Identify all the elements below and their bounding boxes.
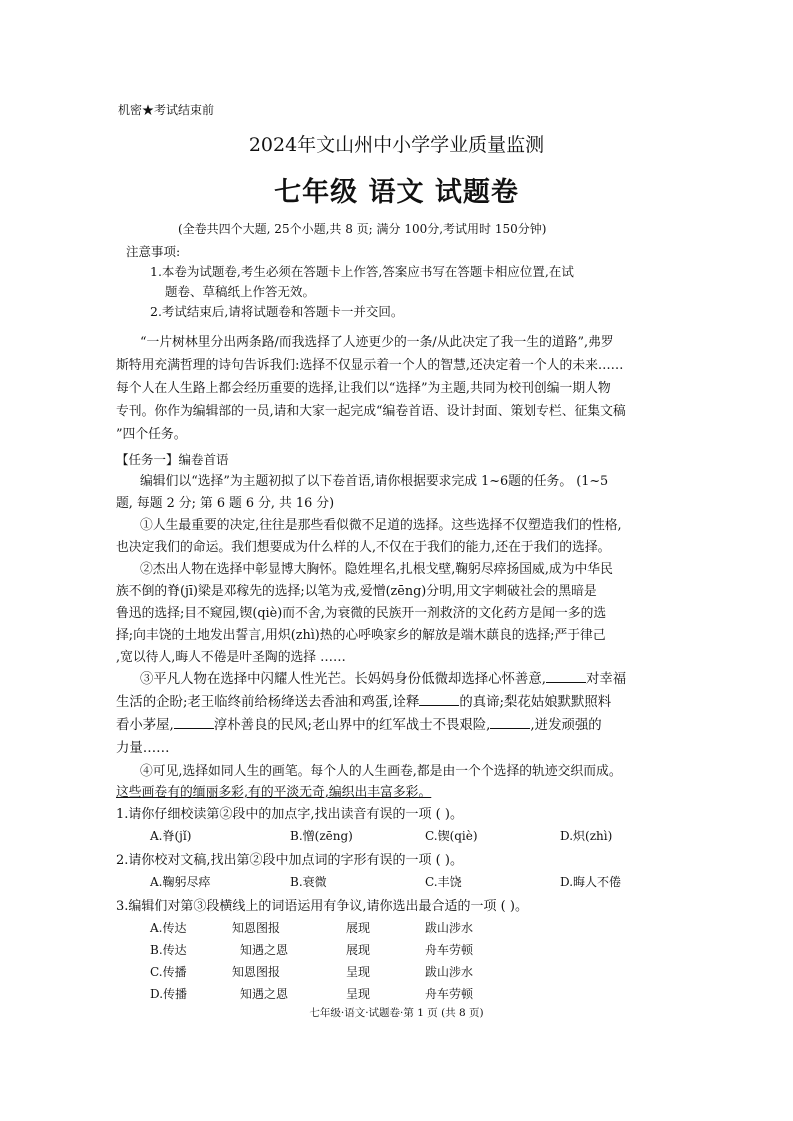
q2-option-a: A.鞠躬尽瘁	[150, 875, 211, 889]
p2-line-1: ②杰出人物在选择中彰显博大胸怀。隐姓埋名,扎根戈壁,鞠躬尽瘁扬国威,成为中华民	[140, 562, 613, 577]
answer-blank-2	[419, 693, 459, 706]
q3-c-word2: 知恩图报	[232, 965, 281, 979]
question-2: 2.请你校对文稿,找出第②段中加点词的字形有误的一项 ( )。	[116, 853, 463, 868]
p1-line-2: 也决定我们的命运。我们想要成为什么样的人,不仅在于我们的能力,还在于我们的选择。	[116, 540, 611, 555]
intro-line-3: 每个人在人生路上都会经历重要的选择,让我们以“选择”为主题,共同为校刊创编一期人物	[116, 381, 611, 396]
notice-heading: 注意事项:	[126, 244, 181, 259]
question-3: 3.编辑们对第③段横线上的词语运用有争议,请你选出最合适的一项 ( )。	[116, 899, 528, 914]
q1-option-b: B.憎(zēng)	[290, 829, 353, 843]
exam-title: 2024年文山州中小学学业质量监测	[248, 134, 545, 156]
q3-a-word1: A.传达	[150, 921, 187, 935]
task1-desc-1: 编辑们以“选择”为主题初拟了以下卷首语,请你根据要求完成 1~6题的任务。 (1~5	[140, 474, 609, 489]
answer-blank-4	[490, 716, 530, 729]
q2-option-b: B.衰微	[290, 875, 327, 889]
p3-line-2-end: 的真谛;梨花姑娘默默照料	[459, 695, 612, 710]
p3-line-3	[116, 714, 602, 733]
q3-a-word2: 知恩图报	[232, 921, 281, 935]
q3-d-word4: 舟车劳顿	[425, 987, 474, 1001]
q2-option-c: C.丰饶	[425, 875, 462, 889]
q3-d-word1: D.传播	[150, 987, 188, 1001]
q3-b-word4: 舟车劳顿	[425, 943, 474, 957]
task1-heading: 【任务一】编卷首语	[116, 452, 229, 467]
p3-line-4: 力量……	[116, 741, 170, 756]
notice-item-1: 1.本卷为试题卷,考生必须在答题卡上作答,答案应书写在答题卡相应位置,在试	[150, 264, 574, 279]
q3-c-word1: C.传播	[150, 965, 187, 979]
p3-line-3-mid: 淳朴善良的民风;老山界中的红军战士不畏艰险,	[213, 718, 491, 733]
q3-b-word3: 展现	[346, 943, 371, 957]
confidential-label: 机密★考试结束前	[118, 103, 215, 117]
intro-line-2: 斯特用充满哲理的诗句告诉我们:选择不仅显示着一个人的智慧,还决定着一个人的未来……	[116, 358, 624, 373]
notice-item-1-cont: 题卷、草稿纸上作答无效。	[165, 284, 316, 299]
q3-c-word3: 呈现	[346, 965, 371, 979]
intro-line-4: 专刊。你作为编辑部的一员,请和大家一起完成“编卷首语、设计封面、策划专栏、征集文稿	[116, 404, 626, 419]
q3-b-word2: 知遇之恩	[240, 943, 289, 957]
exam-info: (全卷共四个大题, 25个小题,共 8 页; 满分 100分,考试用时 150分钟)	[178, 222, 547, 236]
page-footer: 七年级·语文·试题卷·第 1 页 (共 8 页)	[309, 1007, 484, 1019]
p3-line-2	[116, 691, 611, 710]
q3-a-word3: 展现	[346, 921, 371, 935]
q3-c-word4: 跋山涉水	[425, 965, 474, 979]
question-1: 1.请你仔细校读第②段中的加点字,找出读音有误的一项 ( )。	[116, 807, 463, 822]
q3-a-word4: 跋山涉水	[425, 921, 474, 935]
p4-line-2: 这些画卷有的缅丽多彩,有的平淡无奇,编织出丰富多彩。	[116, 785, 432, 800]
p3-line-3-text: 看小茅屋,	[116, 718, 174, 733]
q3-d-word2: 知遇之恩	[240, 987, 289, 1001]
intro-line-1: “一片树林里分出两条路/而我选择了人迹更少的一条/从此决定了我一生的道路”,弗罗	[140, 335, 614, 350]
p2-line-5: ,宽以待人,晦人不倦是叶圣陶的选择 ……	[116, 650, 346, 665]
task1-desc-2: 题, 每题 2 分; 第 6 题 6 分, 共 16 分)	[116, 496, 335, 511]
answer-blank-3	[174, 716, 214, 729]
q3-d-word3: 呈现	[346, 987, 371, 1001]
p3-line-1-end: 对幸福	[585, 672, 627, 687]
answer-blank-1	[546, 670, 586, 683]
q1-option-c: C.锲(qiè)	[425, 829, 478, 843]
p3-line-1	[140, 668, 626, 687]
q1-option-a: A.脊(jǐ)	[150, 829, 192, 843]
intro-line-5: ”四个任务。	[116, 427, 187, 442]
p2-line-3: 鲁迅的选择;目不窥园,锲(qiè)而不舍,为衰微的民族开一剂救济的文化药方是闻一多的选	[116, 606, 607, 621]
p4-line-1: ④可见,选择如同人生的画笔。每个人的人生画卷,都是由一个个选择的轨迹交织而成。	[140, 764, 622, 779]
p3-line-3-end: ,迸发顽强的	[530, 718, 602, 733]
p2-line-2: 族不倒的脊(jī)梁是邓稼先的选择;以笔为戎,爱憎(zēng)分明,用文字刺破社会的黑暗是	[116, 584, 597, 599]
notice-item-2: 2.考试结束后,请将试题卷和答题卡一并交回。	[150, 304, 404, 319]
q1-option-d: D.炽(zhì)	[560, 829, 613, 843]
paper-title: 七年级 语文 试题卷	[274, 177, 519, 208]
q2-option-d: D.晦人不倦	[560, 875, 622, 889]
p1-line-1: ①人生最重要的决定,往往是那些看似微不足道的选择。这些选择不仅塑造我们的性格,	[140, 518, 622, 533]
p2-line-4: 择;向丰饶的土地发出誓言,用炽(zhì)热的心呼唤家乡的解放是端木蕻良的选择;严于律己	[116, 628, 606, 643]
p3-line-1-text: ③平凡人物在选择中闪耀人性光芒。长妈妈身份低微却选择心怀善意,	[140, 672, 546, 687]
q3-b-word1: B.传达	[150, 943, 187, 957]
p3-line-2-text: 生活的企盼;老王临终前给杨绛送去香油和鸡蛋,诠释	[116, 695, 420, 710]
